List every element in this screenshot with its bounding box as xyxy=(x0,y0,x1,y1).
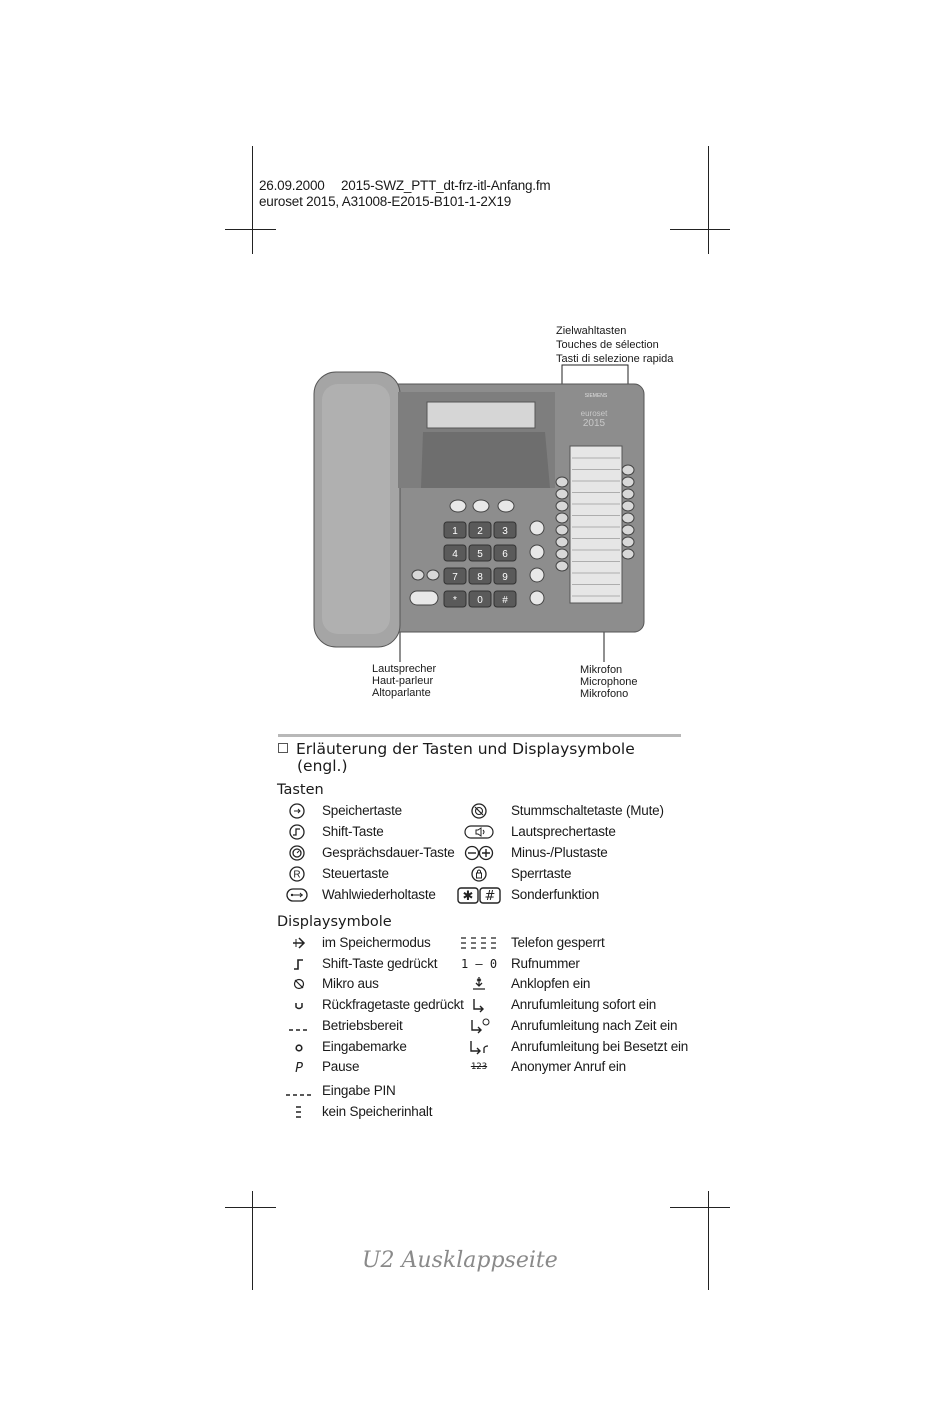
symbol-label: Anrufumleitung nach Zeit ein xyxy=(511,1017,678,1033)
memory-key-icon xyxy=(282,802,312,820)
keypad-key-label: 7 xyxy=(452,572,458,583)
forward-busy-icon xyxy=(458,1038,500,1056)
model-label: euroset xyxy=(580,409,608,418)
destination-key-button xyxy=(622,477,634,487)
symbol-label: Speichertaste xyxy=(322,803,402,818)
destination-key-button xyxy=(622,489,634,499)
symbol-label: Eingabemarke xyxy=(322,1038,407,1054)
symbol-label: Rückfragetaste gedrückt xyxy=(322,997,464,1013)
svg-text:P: P xyxy=(295,1061,303,1076)
destination-key-button xyxy=(556,501,568,511)
keypad-key-label: 1 xyxy=(452,526,458,537)
mute-key-icon xyxy=(456,802,502,820)
destination-key-button xyxy=(556,561,568,571)
symbol-label: Anklopfen ein xyxy=(511,976,591,992)
shift-pressed-icon xyxy=(282,955,316,973)
symbol-label: Wahlwiederholtaste xyxy=(322,887,436,902)
crop-mark xyxy=(252,1191,253,1290)
symbol-label: Anonymer Anruf ein xyxy=(511,1059,626,1075)
symbol-label: Minus-/Plustaste xyxy=(511,845,608,860)
keypad-key-label: 8 xyxy=(477,572,483,583)
phone-number-icon: 1 – 0 xyxy=(460,956,498,971)
svg-text:#: # xyxy=(484,888,496,904)
destination-key-button xyxy=(622,537,634,547)
header-product: euroset 2015, A31008-E2015-B101-1-2X19 xyxy=(259,194,512,209)
call-duration-key-icon xyxy=(282,844,312,862)
destination-keys-callout: Zielwahltasten Touches de sélection Tasti di selezione rapida xyxy=(556,325,674,365)
keypad-key-label: 4 xyxy=(452,549,458,560)
symbol-label: Steuertaste xyxy=(322,866,389,881)
crop-mark xyxy=(708,146,709,254)
symbol-label: Telefon gesperrt xyxy=(511,935,605,950)
keys-heading: Tasten xyxy=(277,782,324,798)
symbol-label: Anrufumleitung bei Besetzt ein xyxy=(511,1038,689,1054)
model-number-label: 2015 xyxy=(582,418,606,429)
symbol-label: Sperrtaste xyxy=(511,866,572,881)
symbol-label: Eingabe PIN xyxy=(322,1082,396,1098)
keypad-key-label: 0 xyxy=(477,595,483,606)
keypad-key-label: 9 xyxy=(502,572,508,583)
input-cursor-icon xyxy=(282,1038,316,1056)
footer-label: U2 Ausklappseite xyxy=(362,1248,558,1273)
no-memory-content-icon xyxy=(282,1103,316,1121)
destination-key-button xyxy=(556,513,568,523)
crop-mark xyxy=(252,146,253,254)
ready-icon xyxy=(282,1017,316,1035)
destination-key-button xyxy=(622,513,634,523)
destination-key-button xyxy=(556,477,568,487)
header-date: 26.09.2000 xyxy=(259,178,325,193)
anonymous-call-icon: 123 xyxy=(470,1062,488,1073)
shift-key-icon xyxy=(282,823,312,841)
symbol-label: Shift-Taste xyxy=(322,824,384,839)
destination-key-button xyxy=(622,465,634,475)
destination-key-button xyxy=(556,489,568,499)
pin-input-icon xyxy=(282,1082,316,1100)
speaker-key-icon xyxy=(456,823,502,841)
speaker-callout: Lautsprecher Haut-parleur Altoparlante xyxy=(372,663,437,699)
symbol-label: kein Speicherinhalt xyxy=(322,1103,433,1119)
symbol-label: Rufnummer xyxy=(511,955,580,971)
symbol-label: Lautsprechertaste xyxy=(511,824,616,839)
crop-mark xyxy=(670,1207,730,1208)
symbol-label: Gesprächsdauer-Taste xyxy=(322,845,455,860)
section-divider xyxy=(278,734,681,737)
forward-timed-icon xyxy=(458,1017,500,1035)
destination-key-button xyxy=(556,549,568,559)
keypad-key-label: 5 xyxy=(477,549,483,560)
destination-key-button xyxy=(622,501,634,511)
destination-key-button xyxy=(622,549,634,559)
display-symbols-heading: Displaysymbole xyxy=(277,914,392,930)
crop-mark xyxy=(225,1207,276,1208)
redial-key-icon xyxy=(282,886,312,904)
svg-text:R: R xyxy=(293,869,301,881)
section-title: Erläuterung der Tasten und Displaysymbole (engl.) xyxy=(278,741,678,775)
symbol-label: Anrufumleitung sofort ein xyxy=(511,997,657,1013)
recall-pressed-icon xyxy=(282,996,316,1014)
symbol-label: Shift-Taste gedrückt xyxy=(322,955,438,971)
symbol-label: Pause xyxy=(322,1059,360,1075)
keypad-key-label: 2 xyxy=(477,526,483,537)
lock-key-icon xyxy=(456,865,502,883)
symbol-label: im Speichermodus xyxy=(322,935,431,950)
destination-key-button xyxy=(556,537,568,547)
phone-locked-icon xyxy=(458,934,500,952)
keypad-key-label: * xyxy=(453,595,457,606)
svg-text:✱: ✱ xyxy=(462,888,474,904)
brand-label: SIEMENS xyxy=(584,393,608,399)
star-hash-key-icon xyxy=(456,886,502,904)
memory-mode-icon xyxy=(282,934,316,952)
phone-illustration xyxy=(300,360,660,665)
forward-immediate-icon xyxy=(458,996,500,1014)
crop-mark xyxy=(670,229,730,230)
bullet-box-icon xyxy=(278,743,288,753)
symbol-label: Mikro aus xyxy=(322,976,379,992)
destination-key-button xyxy=(622,525,634,535)
keypad-key-label: 3 xyxy=(502,526,508,537)
minus-plus-key-icon xyxy=(456,844,502,862)
recall-key-icon xyxy=(282,865,312,883)
keypad-key-label: 6 xyxy=(502,549,508,560)
keypad-key-label: # xyxy=(502,595,508,606)
call-waiting-icon xyxy=(458,975,500,993)
microphone-callout: Mikrofon Microphone Mikrofono xyxy=(580,664,638,700)
document-header xyxy=(259,178,550,210)
symbol-label: Stummschaltetaste (Mute) xyxy=(511,803,664,818)
mic-off-icon xyxy=(282,975,316,993)
pause-icon xyxy=(282,1058,316,1076)
symbol-label: Sonderfunktion xyxy=(511,887,600,902)
crop-mark xyxy=(708,1191,709,1290)
symbol-label: Betriebsbereit xyxy=(322,1017,403,1033)
destination-key-button xyxy=(556,525,568,535)
crop-mark xyxy=(225,229,276,230)
header-file: 2015-SWZ_PTT_dt-frz-itl-Anfang.fm xyxy=(341,178,551,193)
